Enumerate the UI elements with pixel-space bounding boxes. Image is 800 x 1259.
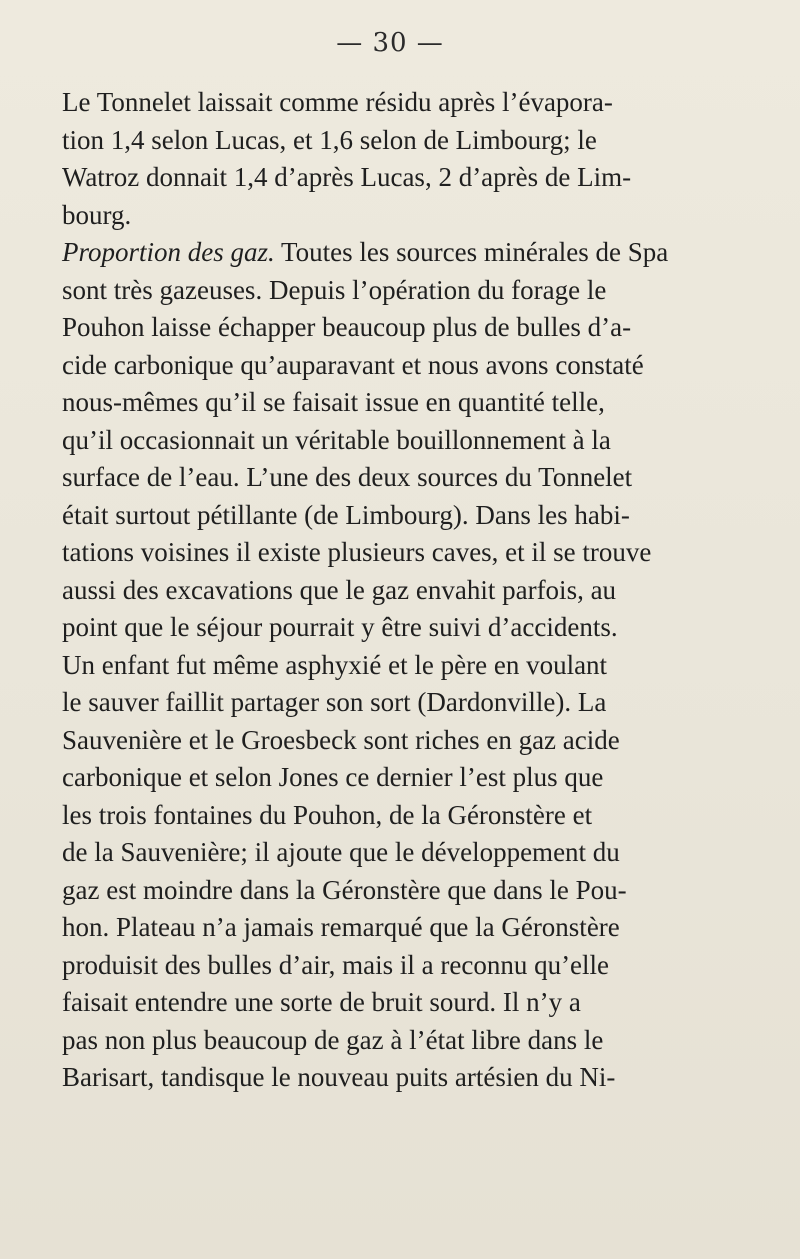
text-line: le sauver faillit partager son sort (Dardonville). La	[62, 687, 607, 717]
text-line: était surtout pétillante (de Limbourg). Dans les habi-	[62, 499, 630, 530]
text-line: point que le séjour pourrait y être suivi d’accidents.	[62, 612, 618, 642]
text-line: tations voisines il existe plusieurs caves, et il se trouve	[62, 537, 652, 567]
text-line: pas non plus beaucoup de gaz à l’état libre dans le	[62, 1024, 604, 1055]
text-line: bourg.	[62, 199, 132, 230]
text-line: faisait entendre une sorte de bruit sourd. Il n’y a	[62, 987, 581, 1017]
text-line: Barisart, tandisque le nouveau puits artésien du Ni-	[62, 1062, 616, 1092]
text-line: de la Sauvenière; il ajoute que le développement du	[62, 837, 620, 867]
page-number: — 30 —	[336, 28, 444, 58]
text-line: gaz est moindre dans la Géronstère que dans le Pou-	[62, 874, 627, 905]
text-line: tion 1,4 selon Lucas, et 1,6 selon de Limbourg; le	[62, 124, 597, 155]
text-line: surface de l’eau. L’une des deux sources du Tonnelet	[62, 462, 633, 492]
text-line: hon. Plateau n’a jamais remarqué que la Géronstère	[62, 912, 620, 942]
text-line: cide carbonique qu’auparavant et nous avons constaté	[62, 349, 644, 380]
text-line: aussi des excavations que le gaz envahit parfois, au	[62, 574, 617, 605]
section-line	[62, 234, 762, 272]
text-line: Pouhon laisse échapper beaucoup plus de bulles d’a-	[62, 312, 632, 342]
text-line: Un enfant fut même asphyxié et le père en voulant	[62, 649, 608, 680]
text-line: Sauvenière et le Groesbeck sont riches en gaz acide	[62, 724, 620, 755]
body-text	[62, 84, 762, 1097]
text-line: produisit des bulles d’air, mais il a reconnu qu’elle	[62, 949, 610, 980]
text-line: les trois fontaines du Pouhon, de la Géronstère et	[62, 799, 593, 830]
section-heading: Proportion des gaz.	[62, 237, 275, 267]
text-line: qu’il occasionnait un véritable bouillonnement à la	[62, 424, 611, 455]
text-line: carbonique et selon Jones ce dernier l’est plus que	[62, 762, 604, 792]
text-line: Le Tonnelet laissait comme résidu après l’évapora-	[62, 87, 613, 117]
text-line: Watroz donnait 1,4 d’après Lucas, 2 d’après de Lim-	[62, 162, 632, 192]
text-line: sont très gazeuses. Depuis l’opération du forage le	[62, 274, 607, 305]
text-line: nous-mêmes qu’il se faisait issue en quantité telle,	[62, 387, 605, 417]
text-line-rest: Toutes les sources minérales de Spa	[281, 237, 669, 267]
